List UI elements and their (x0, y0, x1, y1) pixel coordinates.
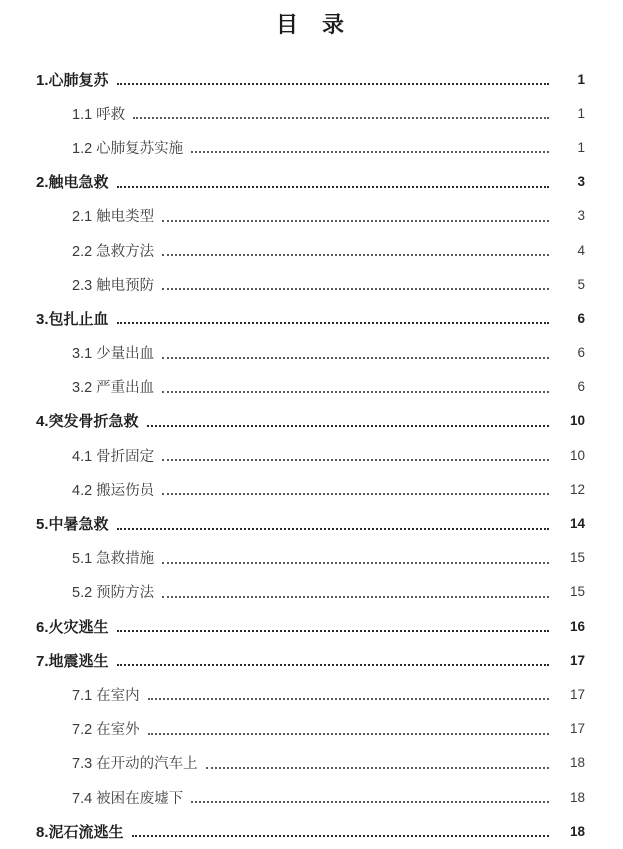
toc-entry[interactable] (36, 506, 585, 540)
toc-page-number: 4 (577, 242, 585, 258)
dotted-leader (147, 423, 549, 427)
dotted-leader (148, 696, 549, 700)
toc-list (36, 62, 585, 848)
dotted-leader (117, 628, 549, 632)
toc-entry-label: 5.2 预防方法 (72, 585, 155, 602)
toc-page-number: 3 (577, 174, 585, 190)
toc-page-number: 6 (577, 310, 585, 326)
toc-page-number: 17 (569, 652, 585, 668)
toc-page-number: 18 (569, 755, 585, 771)
toc-entry-label: 2.3 触电预防 (72, 277, 155, 294)
toc-entry-label: 4.1 骨折固定 (72, 448, 155, 465)
dotted-leader (132, 833, 549, 837)
dotted-leader (117, 320, 549, 324)
toc-entry[interactable] (36, 370, 585, 404)
dotted-leader (191, 149, 549, 153)
toc-entry[interactable] (36, 267, 585, 301)
dotted-leader (162, 457, 549, 461)
toc-entry[interactable] (36, 677, 585, 711)
toc-entry-label: 7.3 在开动的汽车上 (72, 756, 198, 773)
toc-entry-label: 5.1 急救措施 (72, 551, 155, 568)
toc-entry-label: 7.1 在室内 (72, 687, 140, 704)
toc-entry-label: 4.2 搬运伤员 (72, 482, 155, 499)
toc-page-number: 10 (569, 447, 585, 463)
toc-page-number: 14 (569, 516, 585, 532)
toc-page-number: 1 (577, 139, 585, 155)
dotted-leader (162, 491, 549, 495)
toc-page-number: 12 (569, 481, 585, 497)
toc-entry[interactable] (36, 199, 585, 233)
toc-page-number: 6 (577, 345, 585, 361)
dotted-leader (117, 526, 549, 530)
toc-page-number: 3 (577, 208, 585, 224)
toc-entry[interactable] (36, 438, 585, 472)
toc-page-number: 15 (569, 550, 585, 566)
toc-entry-label: 8.泥石流逃生 (36, 823, 124, 841)
toc-page-number: 1 (577, 105, 585, 121)
toc-entry-label: 3.包扎止血 (36, 310, 109, 328)
toc-entry[interactable] (36, 472, 585, 506)
toc-entry[interactable] (36, 130, 585, 164)
toc-page-number: 10 (569, 413, 585, 429)
toc-entry[interactable] (36, 165, 585, 199)
toc-entry[interactable] (36, 233, 585, 267)
dotted-leader (133, 115, 549, 119)
toc-page-number: 6 (577, 379, 585, 395)
toc-title: 目 录 (275, 12, 345, 37)
toc-entry-label: 1.心肺复苏 (36, 71, 109, 89)
toc-entry[interactable] (36, 609, 585, 643)
dotted-leader (148, 731, 549, 735)
toc-entry-label: 5.中暑急救 (36, 516, 109, 534)
toc-page-number: 18 (569, 823, 585, 839)
toc-entry[interactable] (36, 336, 585, 370)
toc-entry[interactable] (36, 301, 585, 335)
toc-entry[interactable] (36, 780, 585, 814)
toc-entry-label: 4.突发骨折急救 (36, 413, 139, 431)
dotted-leader (191, 799, 549, 803)
toc-entry-label: 2.触电急救 (36, 174, 109, 192)
toc-entry-label: 1.2 心肺复苏实施 (72, 140, 184, 157)
dotted-leader (117, 81, 549, 85)
toc-entry-label: 7.4 被困在废墟下 (72, 790, 184, 807)
toc-entry[interactable] (36, 62, 585, 96)
toc-entry-label: 6.火灾逃生 (36, 618, 109, 636)
toc-page-number: 16 (569, 618, 585, 634)
toc-page-number: 15 (569, 584, 585, 600)
dotted-leader (206, 765, 549, 769)
toc-entry[interactable] (36, 96, 585, 130)
dotted-leader (162, 218, 549, 222)
dotted-leader (162, 560, 549, 564)
dotted-leader (117, 662, 549, 666)
toc-entry[interactable] (36, 746, 585, 780)
toc-entry[interactable] (36, 712, 585, 746)
dotted-leader (117, 184, 549, 188)
toc-page-number: 1 (577, 71, 585, 87)
toc-entry-label: 7.地震逃生 (36, 652, 109, 670)
dotted-leader (162, 389, 549, 393)
dotted-leader (162, 355, 549, 359)
toc-page-number: 17 (569, 721, 585, 737)
toc-page-number: 17 (569, 686, 585, 702)
toc-entry-label: 3.2 严重出血 (72, 380, 155, 397)
dotted-leader (162, 252, 549, 256)
toc-page-number: 5 (577, 276, 585, 292)
dotted-leader (162, 594, 549, 598)
toc-entry-label: 2.1 触电类型 (72, 209, 155, 226)
toc-entry[interactable] (36, 541, 585, 575)
toc-entry[interactable] (36, 643, 585, 677)
toc-entry[interactable] (36, 404, 585, 438)
toc-entry-label: 3.1 少量出血 (72, 346, 155, 363)
toc-entry-label: 1.1 呼救 (72, 106, 126, 123)
toc-entry-label: 7.2 在室外 (72, 722, 140, 739)
toc-entry[interactable] (36, 575, 585, 609)
toc-page-number: 18 (569, 789, 585, 805)
dotted-leader (162, 286, 549, 290)
toc-entry[interactable] (36, 814, 585, 848)
toc-entry-label: 2.2 急救方法 (72, 243, 155, 260)
